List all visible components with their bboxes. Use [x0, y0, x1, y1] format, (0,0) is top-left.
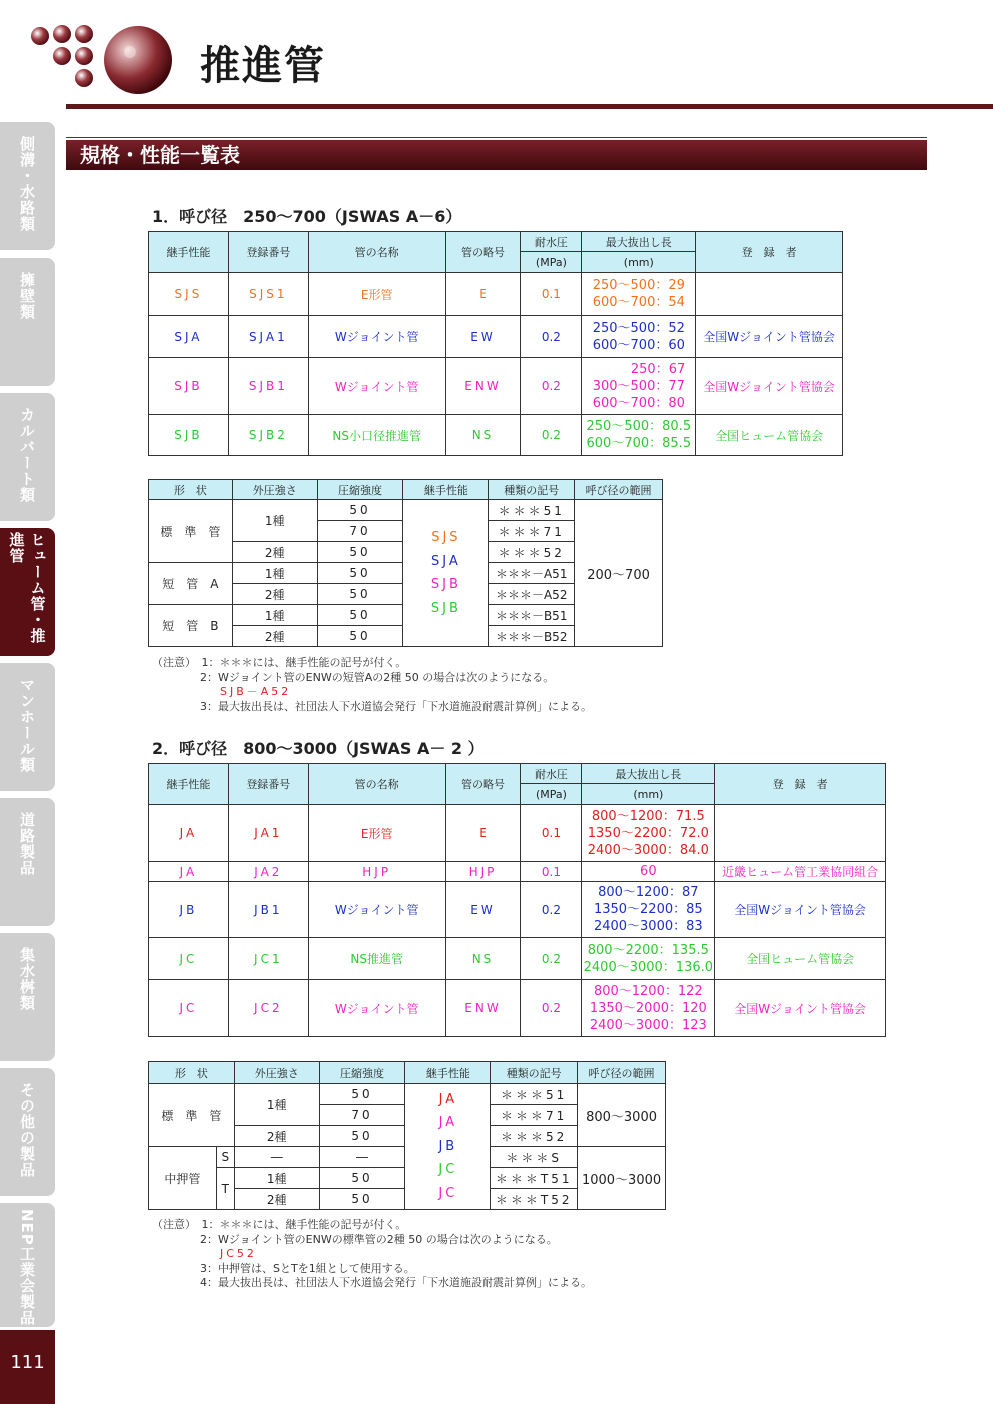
table-row: JA JA1 E形管 E 0.1 800～1200：71.5 1350～2200：72.0 2400～3000：84.0: [149, 805, 886, 862]
sidebar-tab-nep[interactable]: NEP工業会製品: [0, 1203, 55, 1327]
col-name: 管の名称: [308, 232, 445, 273]
s1-spec-table: 形 状 外圧強さ 圧縮強度 継手性能 種類の記号 呼び径の範囲 標 準 管 1種 50 SJS SJA SJB SJB ＊＊＊51 200～700 70 ＊＊＊71 2種 50 ＊＊＊52 短 管 A 1種 50 ＊＊＊－A51 2種 50 ＊＊＊－A52 短 管 B 1種 50 ＊＊＊－B51 2種 50 ＊＊＊－B52: [148, 479, 663, 647]
table-row: 標 準 管 1種 50 JA JA JB JC JC ＊＊＊51 800～3000: [149, 1084, 666, 1105]
table-row: SJA SJA1 Wジョイント管 EW 0.2 250～500：52 600～700：60 全国Wジョイント管協会: [149, 316, 843, 358]
banner-rule: [66, 137, 927, 138]
s1-notes: （注意） 1：＊＊＊には、継手性能の記号が付く。 2：Wジョイント管のENWの短管Aの2種 50 の場合は次のようになる。 SJB－A52 3：最大抜出長は、社団法人下水道協会発行「下水道施設耐震計算例」による。: [152, 656, 592, 713]
sidebar-tab-retaining-wall[interactable]: 擁壁類: [0, 258, 55, 386]
sidebar-tab-manhole[interactable]: マンホール類: [0, 663, 55, 791]
col-joint: 継手性能: [149, 232, 229, 273]
col-pressure: 耐水圧: [521, 232, 582, 252]
table-row: JB JB1 Wジョイント管 EW 0.2 800～1200：87 1350～2200：85 2400～3000：83 全国Wジョイント管協会: [149, 882, 886, 938]
table-row: JA JA2 HJP HJP 0.1 60 近畿ヒューム管工業協同組合: [149, 862, 886, 882]
table-row: 2種 50 ＊＊＊－A52: [149, 584, 663, 605]
table-row: 2種 50 ＊＊＊－B52: [149, 626, 663, 647]
table-row: 短 管 B 1種 50 ＊＊＊－B51: [149, 605, 663, 626]
section1-heading: 1．呼び径 250～700（JSWAS A－6）: [152, 207, 462, 226]
table-row: SJS SJS1 E形管 E 0.1 250～500：29 600～700：54: [149, 273, 843, 316]
section2-heading: 2．呼び径 800～3000（JSWAS A－ 2 ）: [152, 739, 484, 758]
table-row: T 1種 50 ＊＊＊T51: [149, 1168, 666, 1189]
s2-notes: （注意） 1：＊＊＊には、継手性能の記号が付く。 2：Wジョイント管のENWの標準管の2種 50 の場合は次のようになる。 JC52 3：中押管は、SとTを1組として使用する。 4：最大抜出長は、社団法人下水道協会発行「下水道施設耐震計算例」による。: [152, 1218, 592, 1289]
table-row: 70 ＊＊＊71: [149, 1105, 666, 1126]
table-row: SJB SJB1 Wジョイント管 ENW 0.2 250：67 300～500：77 600～700：80 全国Wジョイント管協会: [149, 358, 843, 415]
table-row: JC JC1 NS推進管 NS 0.2 800～2200：135.5 2400～3000：136.0 全国ヒューム管協会: [149, 938, 886, 980]
col-pressure-unit: (MPa): [521, 252, 582, 273]
sidebar-tab-hume-pipe[interactable]: ヒューム管・推進管: [0, 528, 55, 656]
col-length-unit: (mm): [582, 252, 696, 273]
sidebar-tab-road[interactable]: 道路製品: [0, 798, 55, 926]
col-abbr: 管の略号: [445, 232, 521, 273]
brand-logo: [26, 22, 176, 102]
sidebar-tab-gutter[interactable]: 側溝・水路類: [0, 122, 55, 250]
sidebar-tab-other[interactable]: その他の製品: [0, 1068, 55, 1196]
sidebar-tab-culvert[interactable]: カルバート類: [0, 393, 55, 521]
section-banner: 規格・性能一覧表: [66, 140, 927, 170]
table-row: 中押管 S ― ― ＊＊＊S 1000～3000: [149, 1147, 666, 1168]
table-row: 2種 50 ＊＊＊52: [149, 1126, 666, 1147]
table-row: JC JC2 Wジョイント管 ENW 0.2 800～1200：122 1350～2000：120 2400～3000：123 全国Wジョイント管協会: [149, 980, 886, 1037]
s2-registration-table: 継手性能 登録番号 管の名称 管の略号 耐水圧 最大抜出し長 登 録 者 (MPa) (mm) JA JA1 E形管 E 0.1 800～1200：71.5 1350～2200：72.0 2400～3000：84.0 JA JA2 HJP HJP 0.1 60 近畿ヒューム管工業協同組合 JB JB1 Wジョイント管 EW 0.2 800～1200：87 1350～2200：85 2400～3000：83 全国Wジョイント管協会 JC JC1 NS推進管 NS 0.2 800～2200：135.5 2400～3000：136.0 全国ヒューム管協会 JC JC2 Wジョイント管 ENW 0.2 800～1200：122 1350～2000：120 2400～3000：123 全国Wジョイント管協会: [148, 763, 886, 1037]
table-row: 2種 50 ＊＊＊T52: [149, 1189, 666, 1210]
page-number: 111: [0, 1330, 55, 1404]
title-rule: [66, 104, 993, 109]
sidebar-tab-catch-basin[interactable]: 集水桝類: [0, 933, 55, 1061]
table-row: 2種 50 ＊＊＊52: [149, 542, 663, 563]
table-row: 標 準 管 1種 50 SJS SJA SJB SJB ＊＊＊51 200～700: [149, 500, 663, 521]
table-row: SJB SJB2 NS小口径推進管 NS 0.2 250～500：80.5 600～700：85.5 全国ヒューム管協会: [149, 415, 843, 456]
page-title: 推進管: [200, 43, 326, 89]
col-length: 最大抜出し長: [582, 232, 696, 252]
s1-registration-table: [148, 231, 843, 456]
s2-spec-table: 形 状 外圧強さ 圧縮強度 継手性能 種類の記号 呼び径の範囲 標 準 管 1種 50 JA JA JB JC JC ＊＊＊51 800～3000 70 ＊＊＊71 2種 50 ＊＊＊52 中押管 S ― ― ＊＊＊S 1000～3000 T 1種 50 ＊＊＊T51 2種 50 ＊＊＊T52: [148, 1061, 666, 1210]
col-registrant: 登 録 者: [696, 232, 843, 273]
col-reg: 登録番号: [228, 232, 308, 273]
table-row: 短 管 A 1種 50 ＊＊＊－A51: [149, 563, 663, 584]
table-row: 70 ＊＊＊71: [149, 521, 663, 542]
